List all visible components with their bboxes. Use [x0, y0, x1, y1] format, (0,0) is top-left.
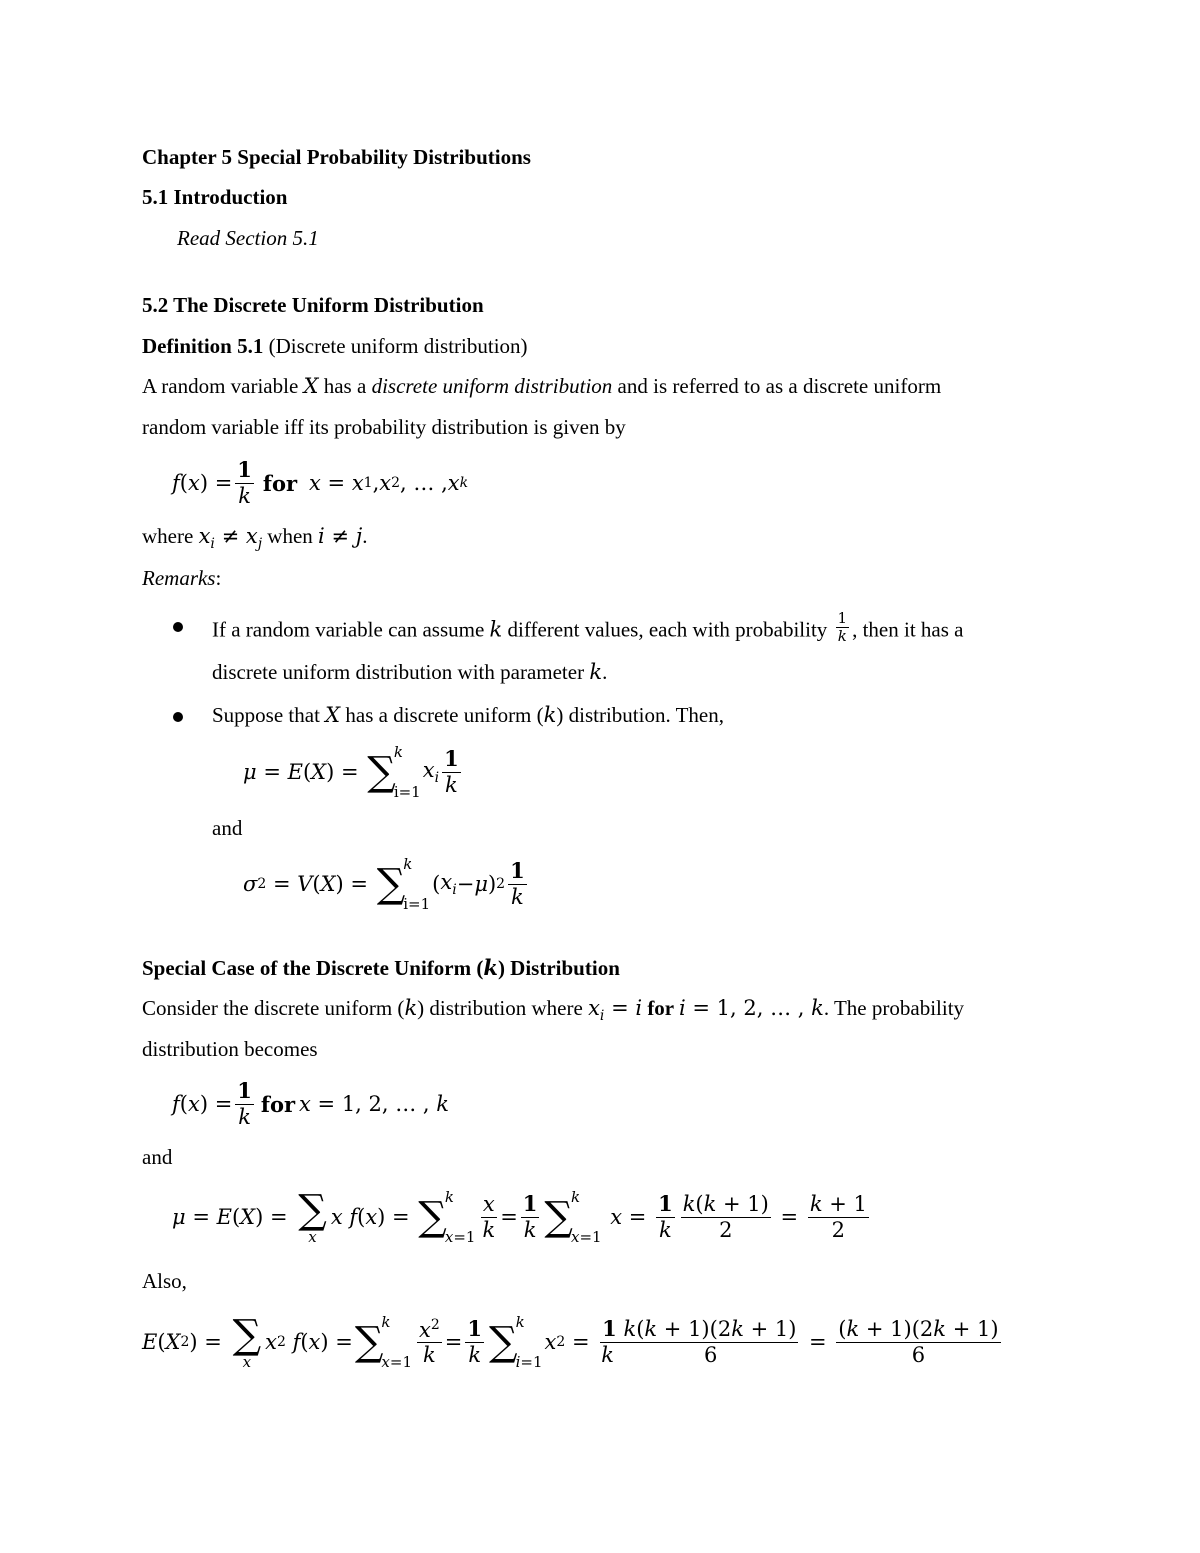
definition-line-1: A random variable X has a discrete uniform distribution and is referred to as a discrete uniform: [142, 374, 942, 398]
read-section-note: Read Section 5.1: [177, 226, 319, 250]
special-case-heading: Special Case of the Discrete Uniform (k) Distribution: [142, 955, 620, 980]
section-5-1-heading: 5.1 Introduction: [142, 185, 288, 209]
and-label: and: [212, 816, 243, 840]
remarks-label: Remarks:: [142, 566, 222, 590]
pmf-equation: f ( x ) = $\frac{1}{k}$ for x = x 1 , x 2 , … , x k: [172, 457, 469, 508]
bullet-icon: [173, 712, 183, 722]
second-moment-equation: E ( X 2 ) = ∑ x x 2 f ( x ) = ∑ k x=1 $\frac{x^2}{k}$ = $\frac{1}{k}$ ∑ k i=1 x 2 = $\frac{1 k(k + 1)(2k + 1)}{k 6}$ = $\frac{(k + 1)(2k + 1)}{6}$: [142, 1311, 999, 1371]
chapter-title: Chapter 5 Special Probability Distributions: [142, 145, 531, 169]
special-line-2: distribution becomes: [142, 1037, 318, 1061]
section-5-2-heading: 5.2 The Discrete Uniform Distribution: [142, 293, 484, 317]
bullet-icon: [173, 622, 183, 632]
special-line-1: Consider the discrete uniform (k) distribution where $x_i = i$ for i = 1, 2, … , k. The probability: [142, 996, 965, 1025]
variance-equation: σ 2 = V ( X ) = ∑ k i=1 ( $x_i$ − μ ) 2 $\frac{1}{k}$: [243, 855, 525, 913]
definition-heading: Definition 5.1 (Discrete uniform distribution): [142, 334, 528, 358]
also-label: Also,: [142, 1269, 187, 1293]
where-clause: where $x_i \ne x_j$ when i ≠ j.: [142, 524, 368, 553]
special-pmf-equation: f ( x ) = $\frac{1}{k}$ for x = 1, 2, … , k: [172, 1078, 450, 1129]
remark-2-line: Suppose that X has a discrete uniform (k) distribution. Then,: [212, 703, 724, 727]
mean-equation: μ = E ( X ) = ∑ k i=1 $x_i$ $\frac{1}{k}$: [243, 743, 459, 801]
definition-line-2: random variable iff its probability distribution is given by: [142, 415, 626, 439]
remark-1-line-2: discrete uniform distribution with parameter k.: [212, 660, 608, 684]
remark-1-line-1: If a random variable can assume k different values, each with probability $\frac{1}{k}$ , then it has a: [212, 609, 964, 646]
special-mean-equation: μ = E ( X ) = ∑ x x f ( x ) = ∑ k x=1 $\frac{x}{k}$ = $\frac{1}{k}$ ∑ k x=1 x = $\frac{1}{k}$ $\frac{k(k + 1)}{2}$ = $\frac{k + 1}{2}$: [172, 1186, 867, 1246]
and-label-2: and: [142, 1145, 173, 1169]
